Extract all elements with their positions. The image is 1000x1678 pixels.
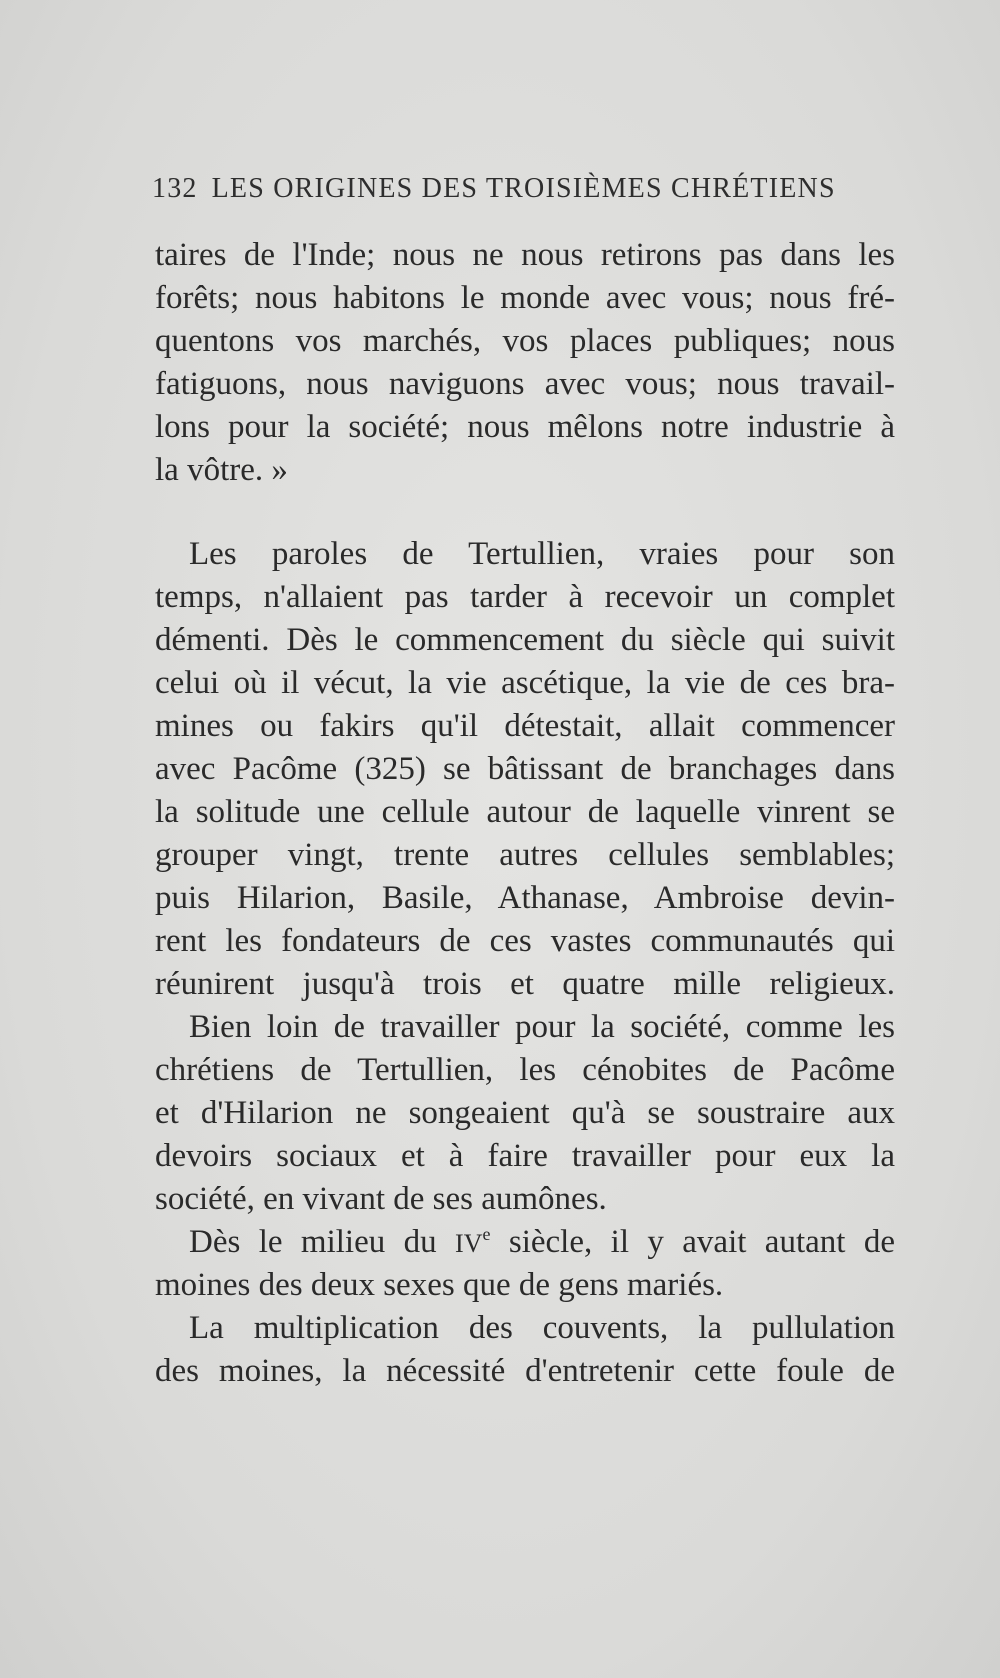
- text-run: Dès le milieu du: [189, 1224, 456, 1260]
- paragraph-ive-siecle: [155, 1221, 895, 1307]
- text-line: Les paroles de Tertullien, vraies pour son: [189, 536, 895, 572]
- text-line: [155, 1221, 895, 1264]
- text-line: devoirs sociaux et à faire travailler pour eux la: [155, 1138, 895, 1174]
- paragraph-multiplication: [155, 1307, 895, 1393]
- text-line: forêts; nous habitons le monde avec vous; nous fré-: [155, 280, 895, 316]
- text-line: moines des deux sexes que de gens mariés.: [155, 1267, 724, 1303]
- paragraph-continuation: [155, 234, 895, 492]
- paragraph-gap: [155, 492, 895, 533]
- running-head: [152, 172, 892, 206]
- text-line: rent les fondateurs de ces vastes communautés qui: [155, 923, 895, 959]
- body-text: [155, 234, 895, 1393]
- text-line: puis Hilarion, Basile, Athanase, Ambroise devin-: [155, 880, 895, 916]
- text-line: société, en vivant de ses aumônes.: [155, 1181, 607, 1217]
- text-line: fatiguons, nous naviguons avec vous; nous travail-: [155, 366, 895, 402]
- text-line: réunirent jusqu'à trois et quatre mille religieux.: [155, 966, 895, 1002]
- text-line: démenti. Dès le commencement du siècle qui suivit: [155, 622, 895, 658]
- text-line: la vôtre. »: [155, 452, 288, 488]
- text-line: mines ou fakirs qu'il détestait, allait commencer: [155, 708, 895, 744]
- ordinal-superscript: e: [482, 1224, 491, 1244]
- roman-numeral: IV: [455, 1229, 483, 1258]
- running-title: LES ORIGINES DES TROISIÈMES CHRÉTIENS: [211, 173, 836, 204]
- text-line: des moines, la nécessité d'entretenir cette foule de: [155, 1353, 895, 1389]
- text-run: siècle, il y avait autant de: [490, 1224, 895, 1260]
- text-line: chrétiens de Tertullien, les cénobites de Pacôme: [155, 1052, 895, 1088]
- paragraph-cenobites: [155, 1006, 895, 1221]
- text-line: quentons vos marchés, vos places publiques; nous: [155, 323, 895, 359]
- page-number: 132: [152, 173, 198, 204]
- text-line: grouper vingt, trente autres cellules semblables;: [155, 837, 895, 873]
- text-line: temps, n'allaient pas tarder à recevoir un complet: [155, 579, 895, 615]
- text-line: La multiplication des couvents, la pullulation: [189, 1310, 895, 1346]
- text-line: la solitude une cellule autour de laquelle vinrent se: [155, 794, 895, 830]
- text-line: taires de l'Inde; nous ne nous retirons pas dans les: [155, 237, 895, 273]
- text-line: celui où il vécut, la vie ascétique, la vie de ces bra-: [155, 665, 895, 701]
- text-line: lons pour la société; nous mêlons notre industrie à: [155, 409, 895, 445]
- paragraph-tertullien: [155, 533, 895, 1006]
- text-line: Bien loin de travailler pour la société, comme les: [189, 1009, 895, 1045]
- text-line: avec Pacôme (325) se bâtissant de branchages dans: [155, 751, 895, 787]
- text-line: et d'Hilarion ne songeaient qu'à se soustraire aux: [155, 1095, 895, 1131]
